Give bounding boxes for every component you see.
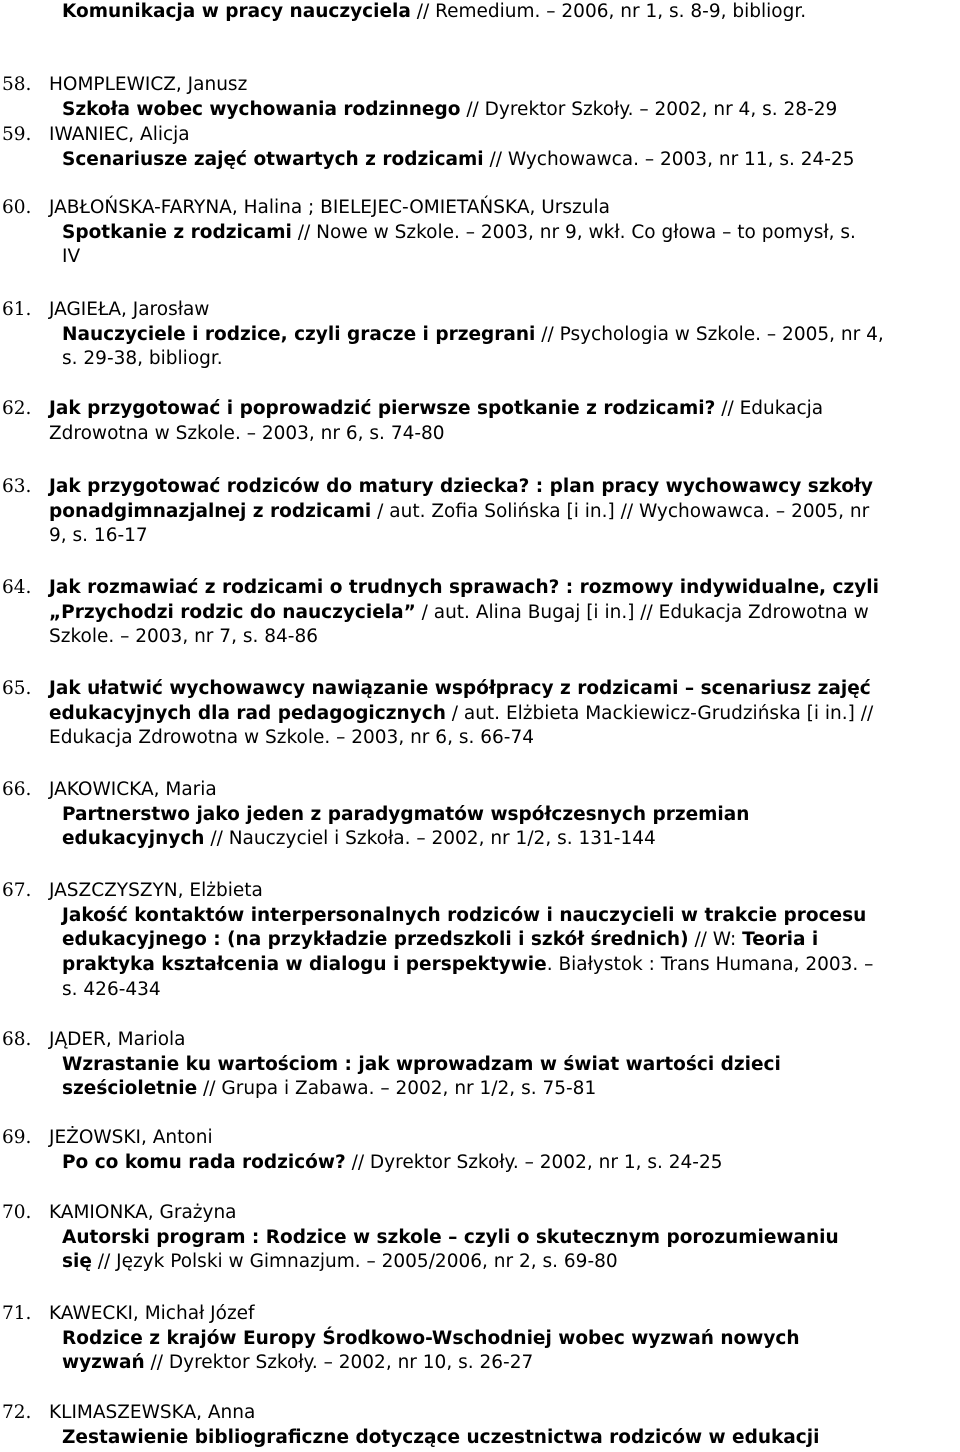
entry-line xyxy=(62,347,223,371)
entry-line xyxy=(62,323,884,347)
entry-number: 61. xyxy=(2,299,32,320)
entry-title-text: Po co komu rada rodziców? xyxy=(62,1152,346,1173)
entry-line xyxy=(49,726,534,750)
entry-author xyxy=(49,298,209,322)
entry-text: JEŻOWSKI, Antoni xyxy=(49,1127,213,1148)
entry-line xyxy=(62,1226,839,1250)
entry-text: JAGIEŁA, Jarosław xyxy=(49,299,210,320)
entry-text: // Nowe w Szkole. – 2003, nr 9, wkł. Co głowa – to pomysł, s. xyxy=(291,222,856,243)
entry-text: KLIMASZEWSKA, Anna xyxy=(49,1402,256,1423)
entry-text: KAWECKI, Michał Józef xyxy=(49,1303,255,1324)
entry-title-text: Zestawienie bibliograficzne dotyczące uczestnictwa rodziców w edukacji xyxy=(62,1427,820,1448)
entry-line xyxy=(49,576,879,600)
entry-number: 69. xyxy=(2,1127,32,1148)
entry-line xyxy=(62,803,749,827)
entry-number: 60. xyxy=(2,197,32,218)
entry-line xyxy=(62,953,873,977)
entry-line xyxy=(62,827,656,851)
entry-text: // Język Polski w Gimnazjum. – 2005/2006, nr 2, s. 69-80 xyxy=(91,1251,618,1272)
entry-text: // Psychologia w Szkole. – 2005, nr 4, xyxy=(535,324,884,345)
entry-line xyxy=(49,397,823,421)
entry-text: IV xyxy=(62,246,81,267)
entry-line xyxy=(49,422,445,446)
entry-title-text: edukacyjnego : (na przykładzie przedszkoli i szkół średnich) xyxy=(62,929,689,950)
entry-line xyxy=(62,1426,819,1450)
entry-line xyxy=(62,1077,596,1101)
entry-number: 59. xyxy=(2,124,32,145)
entry-line xyxy=(49,625,318,649)
entry-title-text: edukacyjnych xyxy=(62,828,205,849)
entry-line xyxy=(62,904,866,928)
entry-title-text: Jak przygotować i poprowadzić pierwsze spotkanie z rodzicami? xyxy=(49,398,716,419)
entry-title-text: Komunikacja w pracy nauczyciela xyxy=(62,1,411,22)
entry-title-text: Nauczyciele i rodzice, czyli gracze i przegrani xyxy=(62,324,536,345)
entry-title-text: sześcioletnie xyxy=(62,1078,198,1099)
entry-text: // Nauczyciel i Szkoła. – 2002, nr 1/2, s. 131-144 xyxy=(204,828,656,849)
entry-title-text: praktyka kształcenia w dialogu i perspektywie xyxy=(62,954,547,975)
entry-author xyxy=(49,123,190,147)
entry-title-text: Teoria i xyxy=(742,929,819,950)
entry-text: s. 29-38, bibliogr. xyxy=(62,348,223,369)
entry-text: / aut. Elżbieta Mackiewicz-Grudzińska [i in.] // xyxy=(445,703,874,724)
entry-line xyxy=(62,245,80,269)
entry-number: 62. xyxy=(2,398,32,419)
entry-line xyxy=(62,1053,781,1077)
entry-text: // Wychowawca. – 2003, nr 11, s. 24-25 xyxy=(483,149,855,170)
entry-title-text: Jak ułatwić wychowawcy nawiązanie współpracy z rodzicami – scenariusz zajęć xyxy=(49,678,871,699)
entry-text: KAMIONKA, Grażyna xyxy=(49,1202,237,1223)
entry-title-text: się xyxy=(62,1251,92,1272)
entry-line xyxy=(62,1151,723,1175)
entry-text: / aut. Alina Bugaj [i in.] // Edukacja Zdrowotna w xyxy=(415,602,869,623)
entry-line xyxy=(49,475,873,499)
entry-author xyxy=(49,1201,237,1225)
entry-line xyxy=(62,221,856,245)
entry-line xyxy=(62,1351,533,1375)
entry-line xyxy=(62,1327,800,1351)
entry-author xyxy=(49,879,263,903)
entry-text: // Dyrektor Szkoły. – 2002, nr 4, s. 28-29 xyxy=(460,99,838,120)
entry-line xyxy=(49,500,869,524)
entry-title-text: Jak przygotować rodziców do matury dziecka? : plan pracy wychowawcy szkoły xyxy=(49,476,873,497)
entry-text: / aut. Zofia Solińska [i in.] // Wychowawca. – 2005, nr xyxy=(371,501,870,522)
entry-author xyxy=(49,1028,186,1052)
entry-line xyxy=(62,98,837,122)
entry-line xyxy=(62,978,161,1002)
entry-title-text: Jak rozmawiać z rodzicami o trudnych sprawach? : rozmowy indywidualne, czyli xyxy=(49,577,879,598)
entry-title-text: Szkoła wobec wychowania rodzinnego xyxy=(62,99,461,120)
entry-number: 65. xyxy=(2,678,32,699)
entry-number: 72. xyxy=(2,1402,32,1423)
entry-text: JASZCZYSZYN, Elżbieta xyxy=(49,880,263,901)
entry-title-text: Partnerstwo jako jeden z paradygmatów współczesnych przemian xyxy=(62,804,750,825)
entry-text: // Dyrektor Szkoły. – 2002, nr 10, s. 26-27 xyxy=(144,1352,534,1373)
entry-text: // Dyrektor Szkoły. – 2002, nr 1, s. 24-25 xyxy=(345,1152,723,1173)
entry-text: IWANIEC, Alicja xyxy=(49,124,190,145)
entry-text: // Remedium. – 2006, nr 1, s. 8-9, bibliogr. xyxy=(410,1,807,22)
entry-line xyxy=(49,601,869,625)
entry-text: Szkole. – 2003, nr 7, s. 84-86 xyxy=(49,626,318,647)
entry-author xyxy=(49,1126,213,1150)
entry-number: 67. xyxy=(2,880,32,901)
entry-text: s. 426-434 xyxy=(62,979,161,1000)
entry-title-text: „Przychodzi rodzic do nauczyciela” xyxy=(49,602,416,623)
entry-text: 9, s. 16-17 xyxy=(49,525,148,546)
entry-title-text: Spotkanie z rodzicami xyxy=(62,222,292,243)
entry-text: // Grupa i Zabawa. – 2002, nr 1/2, s. 75-81 xyxy=(197,1078,597,1099)
entry-title-text: Autorski program : Rodzice w szkole – czyli o skutecznym porozumiewaniu xyxy=(62,1227,839,1248)
entry-text: HOMPLEWICZ, Janusz xyxy=(49,74,248,95)
entry-author xyxy=(49,196,610,220)
entry-author xyxy=(49,1401,255,1425)
entry-author xyxy=(49,1302,255,1326)
entry-text: . Białystok : Trans Humana, 2003. – xyxy=(546,954,874,975)
entry-title-text: Jakość kontaktów interpersonalnych rodziców i nauczycieli w trakcie procesu xyxy=(62,905,867,926)
entry-author xyxy=(49,73,247,97)
entry-number: 70. xyxy=(2,1202,32,1223)
entry-text: JAKOWICKA, Maria xyxy=(49,779,217,800)
entry-line xyxy=(49,524,148,548)
entry-title-text: Wzrastanie ku wartościom : jak wprowadzam w świat wartości dzieci xyxy=(62,1054,781,1075)
entry-line xyxy=(62,928,818,952)
entry-number: 63. xyxy=(2,476,32,497)
entry-line xyxy=(49,677,871,701)
entry-number: 68. xyxy=(2,1029,32,1050)
entry-text: Edukacja Zdrowotna w Szkole. – 2003, nr 6, s. 66-74 xyxy=(49,727,534,748)
entry-text: JABŁOŃSKA-FARYNA, Halina ; BIELEJEC-OMIETAŃSKA, Urszula xyxy=(49,197,610,218)
entry-line xyxy=(62,148,855,172)
entry-number: 58. xyxy=(2,74,32,95)
entry-title-text: wyzwań xyxy=(62,1352,145,1373)
entry-title-text: edukacyjnych dla rad pedagogicznych xyxy=(49,703,446,724)
entry-text: Zdrowotna w Szkole. – 2003, nr 6, s. 74-80 xyxy=(49,423,445,444)
entry-text: // Edukacja xyxy=(715,398,824,419)
entry-line xyxy=(62,0,806,24)
entry-line xyxy=(62,1250,618,1274)
entry-number: 71. xyxy=(2,1303,32,1324)
entry-text: // W: xyxy=(688,929,743,950)
entry-author xyxy=(49,778,217,802)
entry-title-text: ponadgimnazjalnej z rodzicami xyxy=(49,501,372,522)
entry-number: 66. xyxy=(2,779,32,800)
entry-line xyxy=(49,702,873,726)
entry-title-text: Rodzice z krajów Europy Środkowo-Wschodniej wobec wyzwań nowych xyxy=(62,1328,800,1349)
entry-number: 64. xyxy=(2,577,32,598)
entry-title-text: Scenariusze zajęć otwartych z rodzicami xyxy=(62,149,484,170)
entry-text: JĄDER, Mariola xyxy=(49,1029,186,1050)
